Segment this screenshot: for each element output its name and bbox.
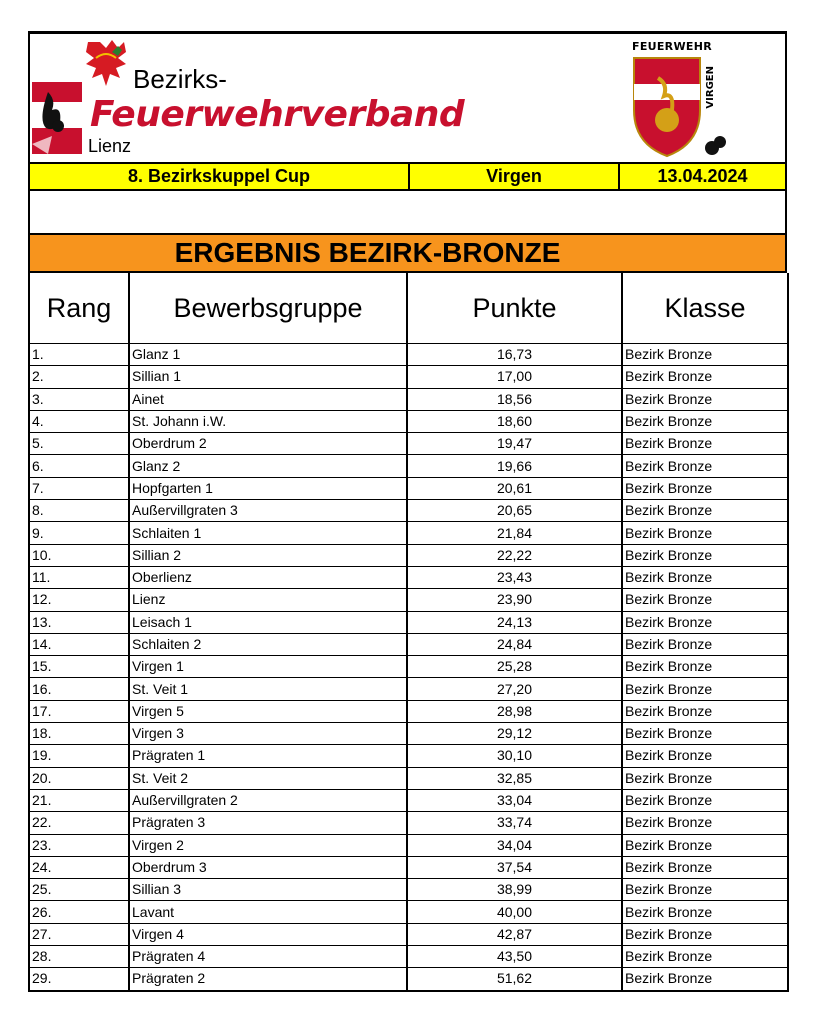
- cell-punkte: 37,54: [407, 856, 622, 878]
- cell-rang: 28.: [29, 946, 129, 968]
- cell-rang: 7.: [29, 477, 129, 499]
- col-header-bewerbsgruppe: Bewerbsgruppe: [129, 273, 407, 344]
- cell-bewerbsgruppe: Prägraten 4: [129, 946, 407, 968]
- cell-klasse: Bezirk Bronze: [622, 544, 788, 566]
- table-row: [29, 856, 788, 878]
- cell-klasse: Bezirk Bronze: [622, 500, 788, 522]
- cell-punkte: 20,61: [407, 477, 622, 499]
- cell-rang: 9.: [29, 522, 129, 544]
- event-date: 13.04.2024: [657, 166, 748, 186]
- cell-rang: 29.: [29, 968, 129, 991]
- table-row: [29, 879, 788, 901]
- cell-punkte: 25,28: [407, 656, 622, 678]
- fire-brigade-shield-icon: [630, 40, 740, 160]
- table-row: [29, 834, 788, 856]
- cell-bewerbsgruppe: Sillian 3: [129, 879, 407, 901]
- cell-rang: 21.: [29, 789, 129, 811]
- cell-klasse: Bezirk Bronze: [622, 366, 788, 388]
- cell-rang: 13.: [29, 611, 129, 633]
- cell-klasse: Bezirk Bronze: [622, 388, 788, 410]
- cell-bewerbsgruppe: Prägraten 2: [129, 968, 407, 991]
- tyrol-eagle-icon: [86, 40, 126, 86]
- cell-bewerbsgruppe: Sillian 1: [129, 366, 407, 388]
- cell-klasse: Bezirk Bronze: [622, 745, 788, 767]
- table-row: [29, 589, 788, 611]
- cell-bewerbsgruppe: Leisach 1: [129, 611, 407, 633]
- table-row: [29, 789, 788, 811]
- table-row: [29, 700, 788, 722]
- cell-klasse: Bezirk Bronze: [622, 522, 788, 544]
- table-row: [29, 812, 788, 834]
- cell-bewerbsgruppe: Lienz: [129, 589, 407, 611]
- cell-punkte: 23,43: [407, 566, 622, 588]
- cell-bewerbsgruppe: Glanz 2: [129, 455, 407, 477]
- cell-punkte: 17,00: [407, 366, 622, 388]
- cell-punkte: 19,47: [407, 433, 622, 455]
- cell-klasse: Bezirk Bronze: [622, 923, 788, 945]
- cell-klasse: Bezirk Bronze: [622, 477, 788, 499]
- cell-rang: 10.: [29, 544, 129, 566]
- cell-punkte: 40,00: [407, 901, 622, 923]
- cell-klasse: Bezirk Bronze: [622, 344, 788, 366]
- cell-klasse: Bezirk Bronze: [622, 879, 788, 901]
- cell-rang: 24.: [29, 856, 129, 878]
- cell-bewerbsgruppe: Prägraten 1: [129, 745, 407, 767]
- cell-rang: 19.: [29, 745, 129, 767]
- cell-rang: 27.: [29, 923, 129, 945]
- org-name-line1: Bezirks-: [133, 64, 227, 94]
- table-row: [29, 433, 788, 455]
- fire-brigade-emblem-icon: [32, 82, 82, 154]
- cell-punkte: 51,62: [407, 968, 622, 991]
- cell-klasse: Bezirk Bronze: [622, 589, 788, 611]
- cell-rang: 2.: [29, 366, 129, 388]
- cell-klasse: Bezirk Bronze: [622, 410, 788, 432]
- cell-punkte: 34,04: [407, 834, 622, 856]
- cell-rang: 15.: [29, 656, 129, 678]
- table-row: [29, 678, 788, 700]
- cell-bewerbsgruppe: Schlaiten 2: [129, 633, 407, 655]
- cell-klasse: Bezirk Bronze: [622, 633, 788, 655]
- cell-punkte: 16,73: [407, 344, 622, 366]
- cell-klasse: Bezirk Bronze: [622, 789, 788, 811]
- cell-rang: 17.: [29, 700, 129, 722]
- cell-bewerbsgruppe: St. Johann i.W.: [129, 410, 407, 432]
- cell-klasse: Bezirk Bronze: [622, 611, 788, 633]
- blank-row: [28, 191, 787, 235]
- cell-klasse: Bezirk Bronze: [622, 656, 788, 678]
- table-row: [29, 633, 788, 655]
- cell-punkte: 24,84: [407, 633, 622, 655]
- cell-bewerbsgruppe: Prägraten 3: [129, 812, 407, 834]
- cell-klasse: Bezirk Bronze: [622, 856, 788, 878]
- cell-bewerbsgruppe: Glanz 1: [129, 344, 407, 366]
- cell-punkte: 18,56: [407, 388, 622, 410]
- cell-rang: 1.: [29, 344, 129, 366]
- cell-rang: 26.: [29, 901, 129, 923]
- results-title: ERGEBNIS BEZIRK-BRONZE: [28, 235, 787, 273]
- cell-punkte: 28,98: [407, 700, 622, 722]
- event-location: Virgen: [410, 164, 620, 189]
- results-table: [28, 273, 789, 992]
- table-row: [29, 745, 788, 767]
- cell-rang: 6.: [29, 455, 129, 477]
- cell-bewerbsgruppe: Virgen 4: [129, 923, 407, 945]
- col-header-punkte: Punkte: [407, 273, 622, 344]
- cell-rang: 25.: [29, 879, 129, 901]
- cell-bewerbsgruppe: Lavant: [129, 901, 407, 923]
- cell-bewerbsgruppe: Virgen 1: [129, 656, 407, 678]
- table-row: [29, 968, 788, 991]
- cell-rang: 16.: [29, 678, 129, 700]
- table-row: [29, 500, 788, 522]
- cell-klasse: Bezirk Bronze: [622, 455, 788, 477]
- cell-bewerbsgruppe: Außervillgraten 3: [129, 500, 407, 522]
- cell-rang: 18.: [29, 723, 129, 745]
- cell-klasse: Bezirk Bronze: [622, 834, 788, 856]
- table-row: [29, 767, 788, 789]
- cell-rang: 23.: [29, 834, 129, 856]
- cell-punkte: 30,10: [407, 745, 622, 767]
- cell-bewerbsgruppe: Oberdrum 3: [129, 856, 407, 878]
- cell-klasse: Bezirk Bronze: [622, 767, 788, 789]
- cell-bewerbsgruppe: Virgen 2: [129, 834, 407, 856]
- cell-punkte: 32,85: [407, 767, 622, 789]
- cell-klasse: Bezirk Bronze: [622, 433, 788, 455]
- cell-punkte: 27,20: [407, 678, 622, 700]
- table-row: [29, 455, 788, 477]
- cell-punkte: 42,87: [407, 923, 622, 945]
- table-row: [29, 723, 788, 745]
- cell-rang: 14.: [29, 633, 129, 655]
- cell-bewerbsgruppe: Außervillgraten 2: [129, 789, 407, 811]
- cell-rang: 20.: [29, 767, 129, 789]
- table-row: [29, 522, 788, 544]
- cell-bewerbsgruppe: Ainet: [129, 388, 407, 410]
- org-name-line2: Feuerwehrverband: [90, 94, 465, 135]
- cell-punkte: 18,60: [407, 410, 622, 432]
- cell-punkte: 22,22: [407, 544, 622, 566]
- table-row: [29, 388, 788, 410]
- cell-bewerbsgruppe: St. Veit 1: [129, 678, 407, 700]
- table-row: [29, 410, 788, 432]
- cell-rang: 12.: [29, 589, 129, 611]
- table-row: [29, 477, 788, 499]
- cell-bewerbsgruppe: St. Veit 2: [129, 767, 407, 789]
- cell-rang: 5.: [29, 433, 129, 455]
- cell-rang: 3.: [29, 388, 129, 410]
- cell-klasse: Bezirk Bronze: [622, 946, 788, 968]
- cell-bewerbsgruppe: Sillian 2: [129, 544, 407, 566]
- table-row: [29, 611, 788, 633]
- table-row: [29, 656, 788, 678]
- event-info-row: [28, 164, 787, 191]
- table-row: [29, 544, 788, 566]
- cell-rang: 22.: [29, 812, 129, 834]
- cell-bewerbsgruppe: Virgen 3: [129, 723, 407, 745]
- cell-punkte: 43,50: [407, 946, 622, 968]
- cell-klasse: Bezirk Bronze: [622, 968, 788, 991]
- cell-klasse: Bezirk Bronze: [622, 812, 788, 834]
- cell-punkte: 23,90: [407, 589, 622, 611]
- event-name: 8. Bezirkskuppel Cup: [30, 164, 410, 189]
- cell-rang: 11.: [29, 566, 129, 588]
- cell-klasse: Bezirk Bronze: [622, 678, 788, 700]
- cell-punkte: 21,84: [407, 522, 622, 544]
- cell-bewerbsgruppe: Schlaiten 1: [129, 522, 407, 544]
- cell-punkte: 33,74: [407, 812, 622, 834]
- table-row: [29, 946, 788, 968]
- cell-bewerbsgruppe: Virgen 5: [129, 700, 407, 722]
- cell-punkte: 24,13: [407, 611, 622, 633]
- header: [28, 31, 787, 164]
- org-name-line3: Lienz: [88, 136, 132, 156]
- table-row: [29, 344, 788, 366]
- table-header-row: [29, 273, 788, 344]
- badge-top-label: FEUERWEHR: [632, 40, 712, 53]
- cell-klasse: Bezirk Bronze: [622, 700, 788, 722]
- cell-klasse: Bezirk Bronze: [622, 901, 788, 923]
- cell-punkte: 29,12: [407, 723, 622, 745]
- cell-rang: 8.: [29, 500, 129, 522]
- cell-punkte: 19,66: [407, 455, 622, 477]
- cell-bewerbsgruppe: Hopfgarten 1: [129, 477, 407, 499]
- col-header-rang: Rang: [29, 273, 129, 344]
- results-sheet: [28, 31, 787, 992]
- badge-side-label: VIRGEN: [705, 66, 716, 109]
- cell-punkte: 33,04: [407, 789, 622, 811]
- cell-klasse: Bezirk Bronze: [622, 566, 788, 588]
- cell-bewerbsgruppe: Oberlienz: [129, 566, 407, 588]
- table-row: [29, 566, 788, 588]
- table-row: [29, 366, 788, 388]
- cell-punkte: 38,99: [407, 879, 622, 901]
- table-row: [29, 901, 788, 923]
- cell-bewerbsgruppe: Oberdrum 2: [129, 433, 407, 455]
- cell-punkte: 20,65: [407, 500, 622, 522]
- cell-klasse: Bezirk Bronze: [622, 723, 788, 745]
- table-row: [29, 923, 788, 945]
- cell-rang: 4.: [29, 410, 129, 432]
- col-header-klasse: Klasse: [622, 273, 788, 344]
